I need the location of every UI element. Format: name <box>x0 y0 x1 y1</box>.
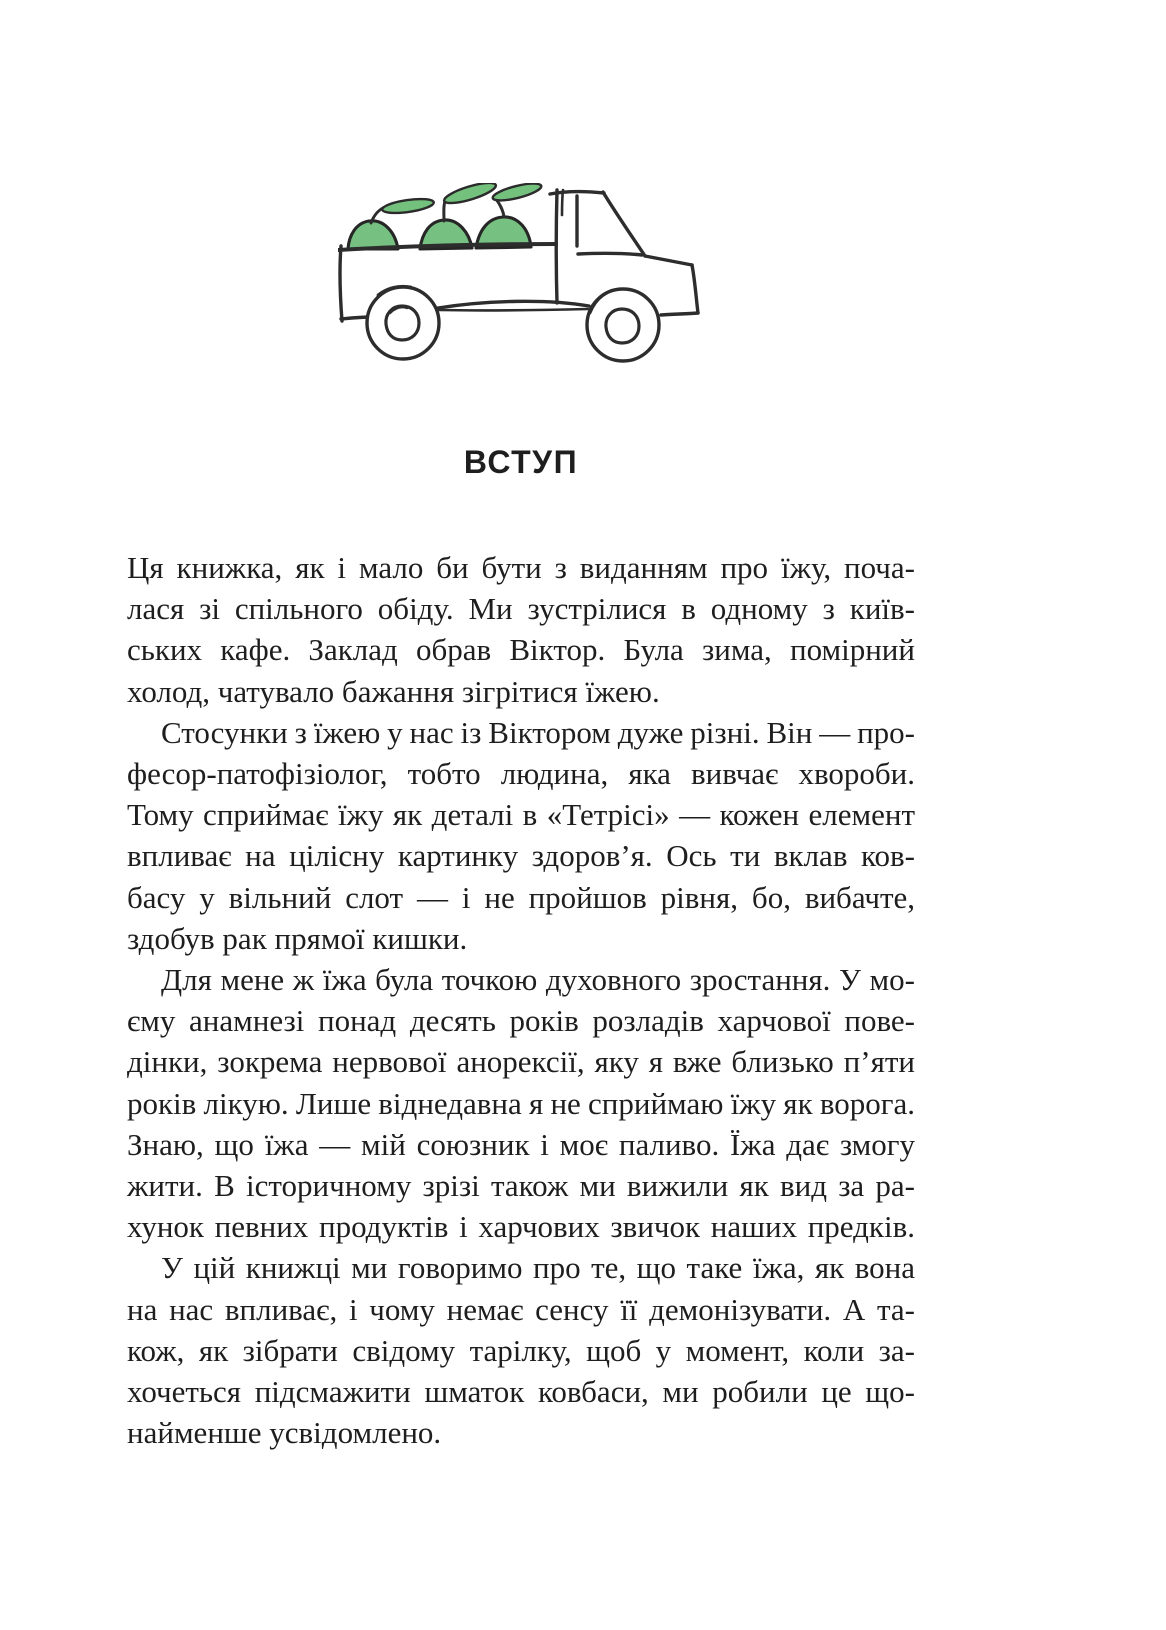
paragraph <box>127 1247 915 1453</box>
text-line: Тому сприймає їжу як деталі в «Тетрісі» — кожен елемент <box>127 797 915 833</box>
text-line: на нас впливає, і чому немає сенсу її демонізувати. А та- <box>127 1291 915 1327</box>
text-line: Стосунки з їжею у нас із Віктором дуже різні. Він — про- <box>161 714 915 750</box>
paragraph <box>127 959 915 1247</box>
truck-with-melons-drawing <box>338 183 700 363</box>
paragraph <box>127 712 915 959</box>
text-line: лася зі спільного обіду. Ми зустрілися в одному з київ- <box>127 591 915 627</box>
chapter-heading: ВСТУП <box>463 444 579 480</box>
truck-illustration <box>338 183 700 363</box>
text-line: Знаю, що їжа — мій союзник і моє паливо. Їжа дає змогу <box>127 1126 915 1162</box>
text-line: хочеться підсмажити шматок ковбаси, ми робили це що- <box>127 1374 915 1410</box>
text-line: Для мене ж їжа була точкою духовного зростання. У мо- <box>161 962 915 998</box>
text-line: років лікую. Лише віднедавна я не сприймаю їжу як ворога. <box>127 1085 915 1121</box>
text-line: єму анамнезі понад десять років розладів харчової пове- <box>127 1003 915 1039</box>
melon-leaf-icon <box>381 183 542 216</box>
truck-wheel-icon <box>367 286 659 361</box>
text-line: найменше усвідомлено. <box>127 1415 442 1451</box>
text-line: У цій книжці ми говоримо про те, що таке їжа, як вона <box>161 1250 915 1286</box>
paragraph <box>127 547 915 712</box>
text-line: впливає на цілісну картинку здоров’я. Ось ти вклав ков- <box>127 838 915 874</box>
text-line: кож, як зібрати свідому тарілку, щоб у момент, коли за- <box>127 1332 915 1368</box>
text-line: Ця книжка, як і мало би бути з виданням про їжу, поча- <box>127 550 915 585</box>
text-line: дінки, зокрема нервової анорексії, яку я вже близько п’яти <box>127 1044 915 1080</box>
text-line: басу у вільний слот — і не пройшов рівня, бо, вибачте, <box>127 879 915 915</box>
text-line: хунок певних продуктів і харчових звичок наших предків. <box>127 1209 915 1245</box>
text-line: жити. В історичному зрізі також ми вижили як вид за ра- <box>127 1168 915 1204</box>
text-line: здобув рак прямої кишки. <box>127 920 468 956</box>
text-line: фесор-патофізіолог, тобто людина, яка вивчає хвороби. <box>127 756 915 792</box>
text-line: холод, чатувало бажання зігрітися їжею. <box>127 673 660 709</box>
body-text <box>127 547 915 1453</box>
text-line: ських кафе. Заклад обрав Віктор. Була зима, помірний <box>127 632 915 668</box>
